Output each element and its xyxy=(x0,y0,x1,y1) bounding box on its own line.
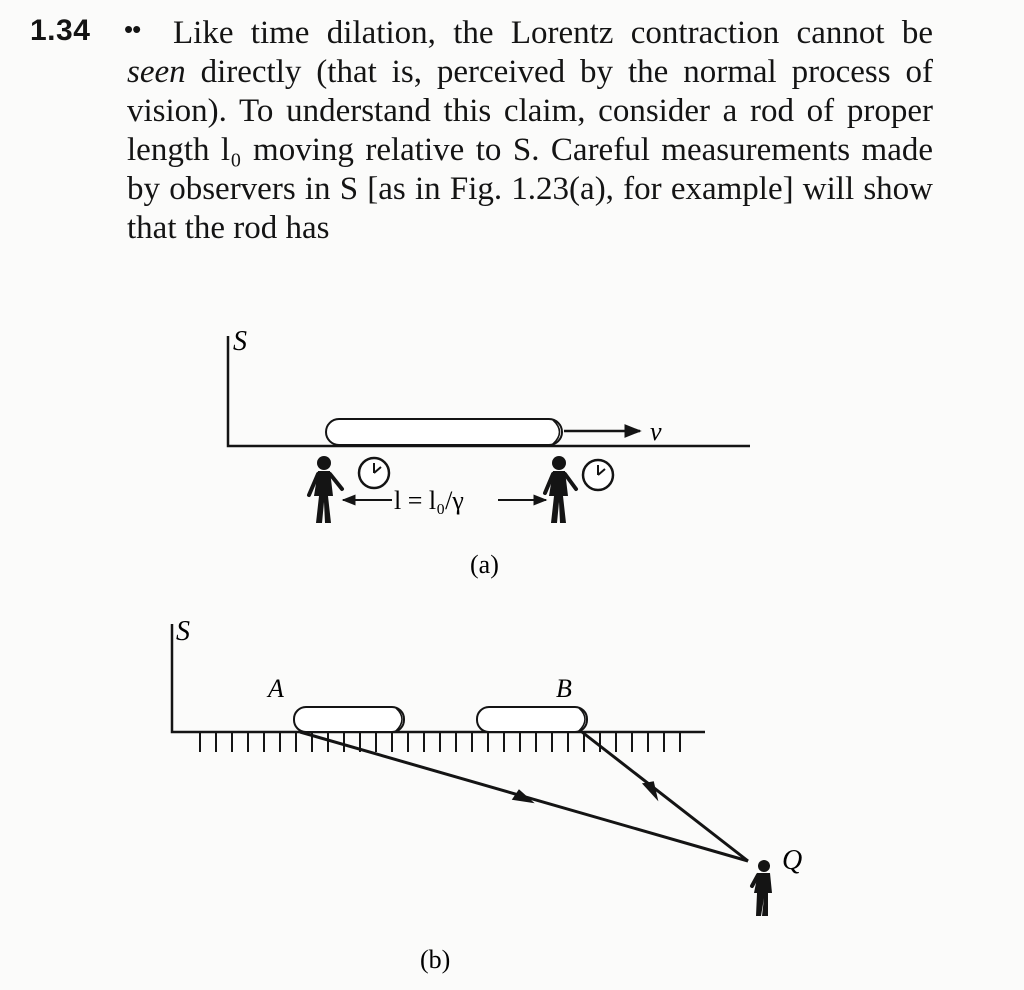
clock-icon xyxy=(359,458,389,488)
rod-image-b xyxy=(477,707,587,732)
velocity-label: v xyxy=(650,417,662,446)
moving-rod xyxy=(326,419,562,445)
label-b: B xyxy=(556,674,572,703)
label-a: A xyxy=(268,674,284,703)
rod-image-a xyxy=(294,707,404,732)
problem-number: 1.34 xyxy=(30,14,91,47)
caption-a: (a) xyxy=(470,550,499,579)
frame-s-label-b: S xyxy=(176,616,190,647)
ground-ticks xyxy=(200,732,680,752)
observer-q xyxy=(752,860,772,916)
length-label: l = l₀/γ xyxy=(394,486,464,515)
difficulty-bullets: •• xyxy=(124,14,141,44)
observer-right xyxy=(545,456,576,523)
ray-arrowhead-a xyxy=(512,788,537,806)
clock-icon xyxy=(583,460,613,490)
frame-s-label-a: S xyxy=(233,326,247,357)
caption-b: (b) xyxy=(420,945,451,974)
frame-s-axes-b xyxy=(172,624,705,732)
problem-text-end: directly (that is, perceived by the normal process of vision). To understand this claim, consider a rod of proper length l₀ moving relative to S. Careful measurements made by observers in S [as in Fig. 1.23(a), for example] will show that the rod has xyxy=(127,54,933,246)
figure-b xyxy=(172,616,802,974)
problem-text-italic: seen xyxy=(127,54,186,90)
observer-q-label: Q xyxy=(782,845,803,876)
observer-left xyxy=(309,456,342,523)
figure-a xyxy=(228,326,750,579)
problem-text-start: Like time dilation, the Lorentz contraction cannot be xyxy=(173,15,933,51)
